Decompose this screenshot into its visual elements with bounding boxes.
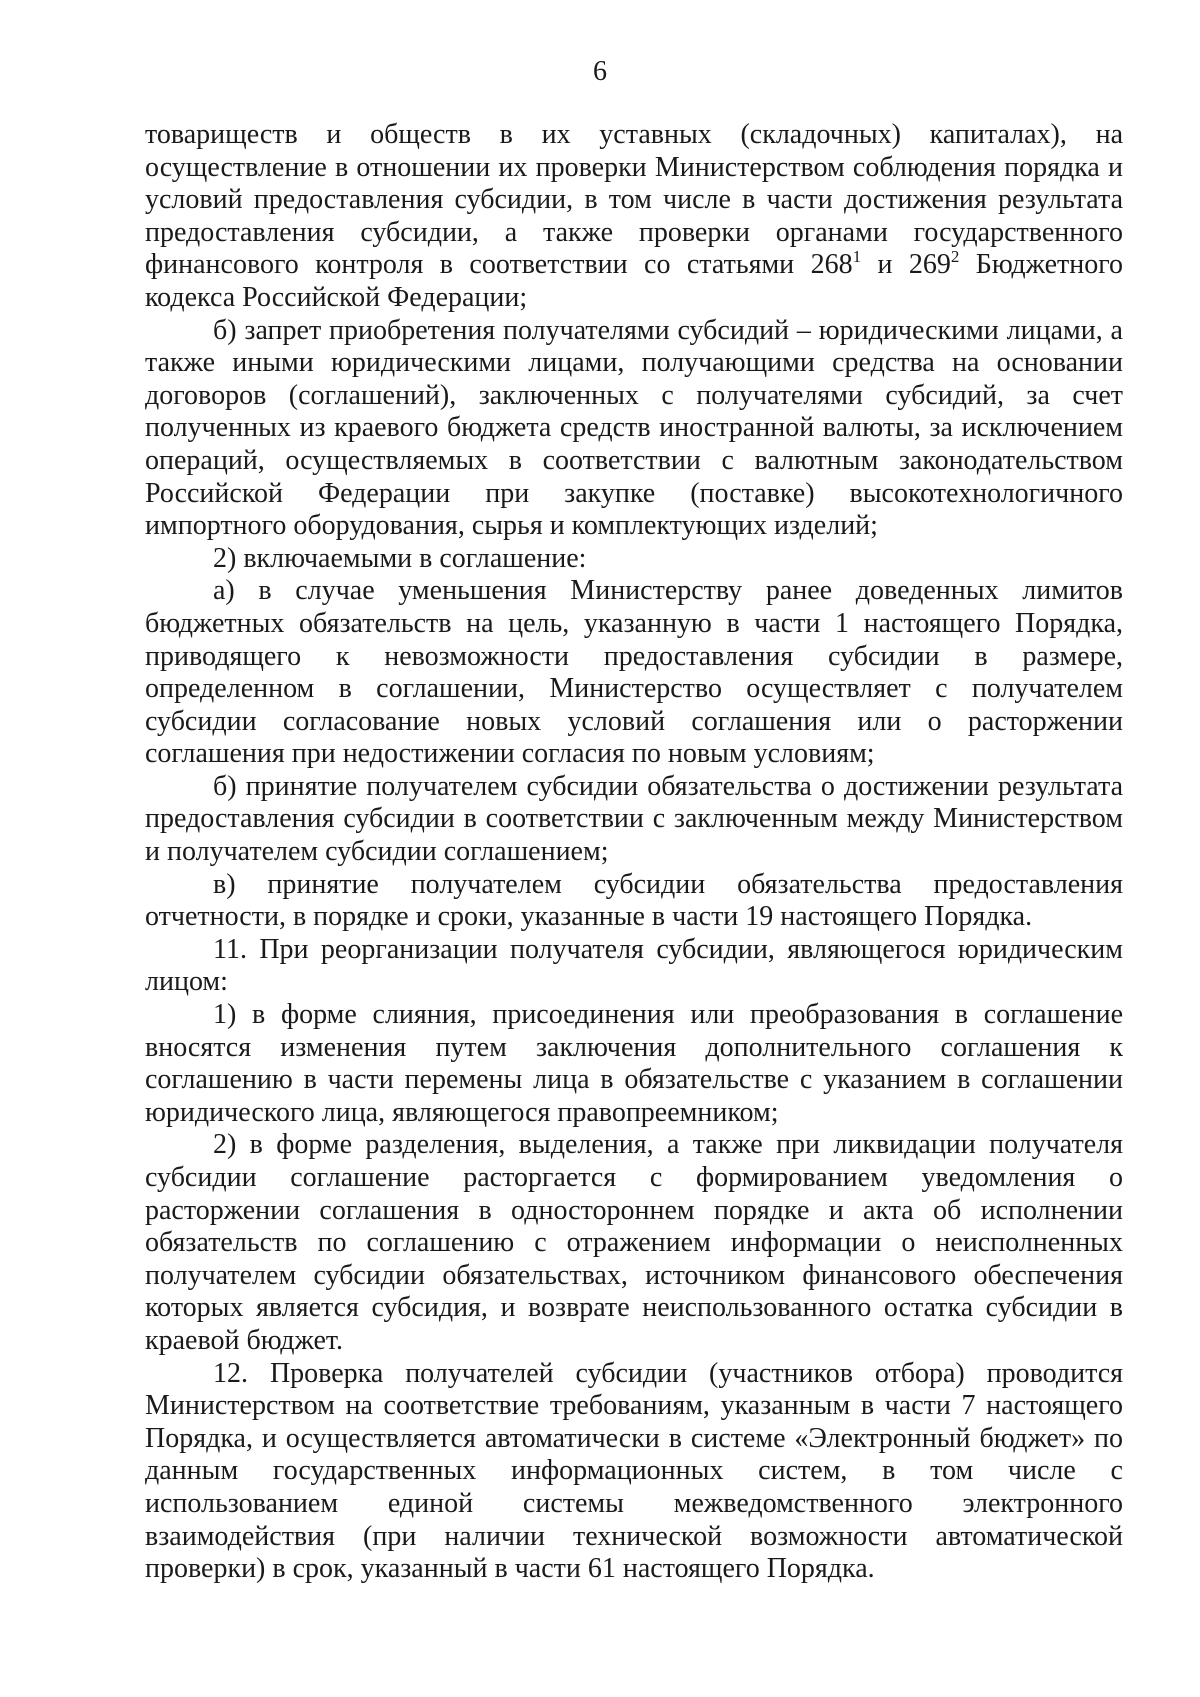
footnote-superscript: 2 (950, 247, 960, 267)
paragraph-section-12: 12. Проверка получателей субсидии (участников отбора) проводится Министерством на соответствие требованиям, указанным в части 7 настоящего Порядка, и осуществляется автоматически в системе «Электронный бюджет» по данным государственных информационных систем, в том числе с использованием единой системы межведомственного электронного взаимодействия (при наличии технической возможности автоматической проверки) в срок, указанный в части 61 настоящего Порядка. (145, 1357, 1123, 1585)
paragraph-continuation (145, 119, 1123, 315)
paragraph-item-2-agreement-terms: 2) включаемыми в соглашение: (213, 542, 587, 574)
paragraph-item-1-merger: 1) в форме слияния, присоединения или преобразования в соглашение вносятся изменения путем заключения дополнительного соглашения к соглашению в части перемены лица в обязательстве с указанием в соглашении юридического лица, являющегося правопреемником; (145, 999, 1123, 1128)
paragraph-item-v-reporting-obligation: в) принятие получателем субсидии обязательства предоставления отчетности, в порядке и сроки, указанные в части 19 настоящего Порядка. (145, 868, 1123, 933)
footnote-superscript: 1 (852, 247, 862, 267)
page-number: 6 (593, 56, 607, 87)
paragraph-text: товариществ и обществ в их уставных (складочных) капиталах), на осуществление в отношении их проверки Министерством соблюдения порядка и условий предоставления субсидии, в том числе в части достижения результата предоставления субсидии, а также проверки органами государственного финансового контроля в соответствии со статьями 268 (145, 119, 1123, 281)
paragraph-item-b-currency-ban: б) запрет приобретения получателями субсидий – юридическими лицами, а также иными юридическими лицами, получающими средства на основании договоров (соглашений), заключенных с получателями субсидий, за счет полученных из краевого бюджета средств иностранной валюты, за исключением операций, осуществляемых в соответствии с валютным законодательством Российской Федерации при закупке (поставке) высокотехнологичного импортного оборудования, сырья и комплектующих изделий; (145, 314, 1123, 542)
paragraph-item-2-division: 2) в форме разделения, выделения, а также при ликвидации получателя субсидии соглашение расторгается с формированием уведомления о расторжении соглашения в одностороннем порядке и акта об исполнении обязательств по соглашению с отражением информации о неисполненных получателем субсидии обязательствах, источником финансового обеспечения которых является субсидия, и возврате неиспользованного остатка субсидии в краевой бюджет. (145, 1129, 1123, 1356)
paragraph-item-a-limit-reduction: а) в случае уменьшения Министерству ранее доведенных лимитов бюджетных обязательств на цель, указанную в части 1 настоящего Порядка, приводящего к невозможности предоставления субсидии в размере, определенном в соглашении, Министерство осуществляет с получателем субсидии согласование новых условий соглашения или о расторжении соглашения при недостижении согласия по новым условиям; (145, 575, 1123, 770)
paragraph-item-b-result-obligation: б) принятие получателем субсидии обязательства о достижении результата предоставления субсидии в соответствии с заключенным между Министерством и получателем субсидии соглашением; (145, 770, 1123, 868)
paragraph-text: и 269 (861, 249, 951, 281)
document-body (145, 119, 1123, 1586)
paragraph-section-11: 11. При реорганизации получателя субсидии, являющегося юридическим лицом: (145, 933, 1123, 998)
paragraph-text: Бюджетного кодекса Российской Федерации; (145, 249, 1124, 313)
